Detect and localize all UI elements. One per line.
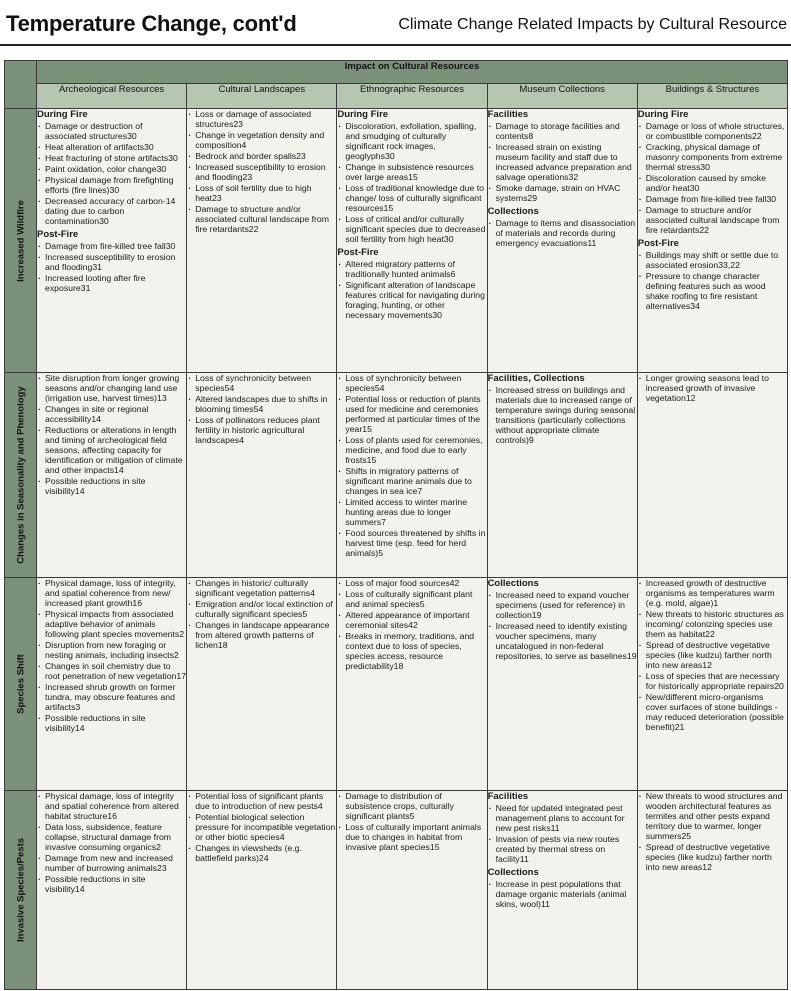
list-item: · Potential biological selection pressure for incompatible vegetation or other biotic species4 — [187, 812, 336, 842]
list-item: · Loss or damage of associated structures23 — [187, 109, 336, 129]
impact-list — [638, 578, 787, 732]
impact-list — [37, 373, 186, 496]
list-item: · Pressure to change character defining features such as wood shake roofing to fire resistant alternatives34 — [638, 271, 787, 311]
impact-group — [37, 791, 186, 894]
list-item: · Heat fracturing of stone artifacts30 — [37, 153, 186, 163]
list-item: · Increased growth of destructive organisms as temperatures warm (e.g. mold, algae)1 — [638, 578, 787, 608]
table-cell — [637, 791, 787, 990]
column-header: Buildings & Structures — [637, 84, 787, 109]
list-item: · Bedrock and border spalls23 — [187, 151, 336, 161]
table-cell — [487, 109, 637, 373]
table-cell — [37, 791, 187, 990]
list-item: · Spread of destructive vegetative species (like kudzu) farther north into new areas12 — [638, 640, 787, 670]
table-cell — [37, 373, 187, 578]
list-item: · Shifts in migratory patterns of significant marine animals due to changes in sea ice7 — [337, 466, 486, 496]
list-item: · Discoloration caused by smoke and/or heat30 — [638, 173, 787, 193]
group-title: Collections — [487, 206, 539, 217]
list-item: · Need for updated integrated pest management plans to account for new pest risks11 — [488, 803, 637, 833]
list-item: · Physical impacts from associated adaptive behavior of animals following plant species movements2 — [37, 609, 186, 639]
list-item: · Breaks in memory, traditions, and context due to loss of species, species access, resource predictability18 — [337, 631, 486, 671]
impact-group — [488, 109, 637, 203]
table-cell — [337, 109, 487, 373]
list-item: · Damage or loss of whole structures, or combustible components22 — [638, 121, 787, 141]
list-item: · Changes in site or regional accessibility14 — [37, 404, 186, 424]
list-item: · Loss of soil fertility due to high heat23 — [187, 183, 336, 203]
list-item: · Damage to structure and/or associated cultural landscape from fire retardants22 — [638, 205, 787, 235]
list-item: · Possible reductions in site visibility14 — [37, 476, 186, 496]
list-item: · Changes in viewsheds (e.g. battlefield parks)24 — [187, 843, 336, 863]
super-header: Impact on Cultural Resources — [37, 61, 788, 84]
row-header — [5, 373, 37, 578]
list-item: · Significant alteration of landscape features critical for navigating during foraging, hunting, or other necessary movements30 — [337, 280, 486, 320]
list-item: · Potential loss of significant plants due to introduction of new pests4 — [187, 791, 336, 811]
impact-group — [37, 373, 186, 496]
list-item: · Disruption from new foraging or nesting animals, including insects2 — [37, 640, 186, 660]
list-item: · Physical damage, loss of integrity and spatial coherence from altered habitat structure16 — [37, 791, 186, 821]
group-title: Facilities, Collections — [487, 373, 585, 384]
list-item: · Loss of plants used for ceremonies, medicine, and food due to early frosts15 — [337, 435, 486, 465]
impact-group — [488, 578, 637, 661]
list-item: · Damage or destruction of associated structures30 — [37, 121, 186, 141]
table-cell — [487, 791, 637, 990]
group-title: During Fire — [637, 109, 689, 120]
table-cell — [187, 109, 337, 373]
table-cell — [187, 791, 337, 990]
impact-list — [488, 590, 637, 661]
impact-list — [638, 250, 787, 311]
impact-list — [488, 218, 637, 248]
impact-list — [638, 373, 787, 403]
page-subtitle: Climate Change Related Impacts by Cultural Resource — [398, 16, 787, 33]
impact-group — [638, 109, 787, 235]
list-item: · Increased susceptibility to erosion and flooding31 — [37, 252, 186, 272]
list-item: · Loss of pollinators reduces plant fertility in historic agricultural landscapes4 — [187, 415, 336, 445]
impact-group — [337, 578, 486, 671]
list-item: · Decreased accuracy of carbon-14 dating due to carbon contamination30 — [37, 196, 186, 226]
impact-list — [187, 373, 336, 445]
list-item: · Changes in landscape appearance from altered growth patterns of lichen18 — [187, 620, 336, 650]
impact-list — [638, 121, 787, 235]
list-item: · Loss of synchronicity between species54 — [187, 373, 336, 393]
list-item: · Increased need to identify existing voucher specimens, many uncatalogued in non-federal repositories, to serve as baselines19 — [488, 621, 637, 661]
list-item: · Paint oxidation, color change30 — [37, 164, 186, 174]
list-item: · Loss of culturally important animals due to changes in habitat from invasive plant species15 — [337, 822, 486, 852]
list-item: · Loss of critical and/or culturally significant species due to decreased soil fertility from high heat30 — [337, 214, 486, 244]
impact-list — [187, 109, 336, 234]
list-item: · Altered migratory patterns of traditionally hunted animals6 — [337, 259, 486, 279]
list-item: · Changes in historic/ culturally significant vegetation patterns4 — [187, 578, 336, 598]
list-item: · Change in vegetation density and composition4 — [187, 130, 336, 150]
impact-list — [337, 121, 486, 244]
column-header: Archeological Resources — [37, 84, 187, 109]
list-item: · Altered appearance of important ceremonial sites42 — [337, 610, 486, 630]
list-item: · New threats to historic structures as incoming/ colonizing species use them as habitat22 — [638, 609, 787, 639]
list-item: · Change in subsistence resources over large areas15 — [337, 162, 486, 182]
impact-group — [638, 578, 787, 732]
impact-group — [187, 791, 336, 863]
list-item: · Food sources threatened by shifts in harvest time (esp. feed for herd animals)5 — [337, 528, 486, 558]
impact-list — [488, 879, 637, 909]
table-cell — [637, 578, 787, 791]
group-title: Facilities — [487, 109, 529, 120]
table-cell — [37, 578, 187, 791]
list-item: · Smoke damage, strain on HVAC systems29 — [488, 183, 637, 203]
list-item: · Possible reductions in site visibility14 — [37, 874, 186, 894]
impact-list — [37, 121, 186, 226]
list-item: · Physical damage from firefighting efforts (fire lines)30 — [37, 175, 186, 195]
list-item: · Longer growing seasons lead to increased growth of invasive vegetation12 — [638, 373, 787, 403]
header-rule — [0, 44, 791, 46]
group-title: Collections — [487, 867, 539, 878]
row-header — [5, 578, 37, 791]
impact-group — [337, 373, 486, 558]
group-title: Collections — [487, 578, 539, 589]
row-label: Increased Wildfire — [15, 199, 26, 282]
list-item: · Possible reductions in site visibility14 — [37, 713, 186, 733]
table-cell — [187, 373, 337, 578]
impact-list — [187, 578, 336, 650]
impact-list — [187, 791, 336, 863]
row-header — [5, 791, 37, 990]
impact-group — [488, 206, 637, 248]
list-item: · Altered landscapes due to shifts in blooming times54 — [187, 394, 336, 414]
impact-group — [187, 373, 336, 445]
table-cell — [337, 373, 487, 578]
list-item: · Loss of species that are necessary for historically appropriate repairs20 — [638, 671, 787, 691]
page-title: Temperature Change, cont'd — [6, 11, 297, 36]
list-item: · Loss of traditional knowledge due to change/ loss of culturally significant resources15 — [337, 183, 486, 213]
impact-group — [37, 578, 186, 733]
list-item: · Increase in pest populations that damage organic materials (animal skins, wool)11 — [488, 879, 637, 909]
impact-group — [337, 791, 486, 852]
column-header: Ethnographic Resources — [337, 84, 487, 109]
impact-group — [638, 238, 787, 311]
list-item: · Damage from fire-killed tree fall30 — [37, 241, 186, 251]
impact-group — [488, 791, 637, 864]
table-body — [5, 109, 788, 990]
list-item: · Limited access to winter marine hunting areas due to longer summers7 — [337, 497, 486, 527]
table-cell — [337, 578, 487, 791]
table-row — [5, 791, 788, 990]
column-header: Cultural Landscapes — [187, 84, 337, 109]
list-item: · Damage to storage facilities and contents8 — [488, 121, 637, 141]
table-cell — [487, 578, 637, 791]
impact-list — [337, 791, 486, 852]
table-cell — [637, 373, 787, 578]
table-row — [5, 109, 788, 373]
list-item: · Damage to items and disassociation of materials and records during emergency evacuations11 — [488, 218, 637, 248]
impact-group — [638, 373, 787, 403]
table-row — [5, 578, 788, 791]
row-header — [5, 109, 37, 373]
page-header — [0, 0, 791, 46]
list-item: · Damage to structure and/or associated cultural landscape from fire retardants22 — [187, 204, 336, 234]
list-item: · Loss of culturally significant plant and animal species5 — [337, 589, 486, 609]
list-item: · Increased looting after fire exposure31 — [37, 273, 186, 293]
list-item: · Discoloration, exfoliation, spalling, and smudging of culturally significant rock images, geoglyphs30 — [337, 121, 486, 161]
group-title: Post-Fire — [337, 247, 379, 258]
impact-group — [37, 109, 186, 226]
impact-group — [37, 229, 186, 293]
impact-list — [37, 241, 186, 293]
group-title: During Fire — [337, 109, 389, 120]
impact-list — [337, 259, 486, 320]
table-row — [5, 373, 788, 578]
impact-list — [488, 385, 637, 445]
impact-list — [488, 803, 637, 864]
impact-list — [337, 578, 486, 671]
table-cell — [637, 109, 787, 373]
impact-group — [337, 247, 486, 320]
impact-group — [187, 109, 336, 234]
table-cell — [337, 791, 487, 990]
list-item: · Loss of synchronicity between species54 — [337, 373, 486, 393]
impact-group — [337, 109, 486, 244]
list-item: · Damage from new and increased number of burrowing animals23 — [37, 853, 186, 873]
impact-group — [488, 867, 637, 909]
impact-list — [37, 791, 186, 894]
table-corner — [5, 61, 37, 109]
list-item: · New/different micro-organisms cover surfaces of stone buildings - may reduced deterioration (possible benefit)21 — [638, 692, 787, 732]
impact-group — [638, 791, 787, 872]
impact-list — [488, 121, 637, 203]
list-item: · New threats to wood structures and wooden architectural features as termites and other pests expand territory due to warmer, longer summers25 — [638, 791, 787, 841]
list-item: · Loss of major food sources42 — [337, 578, 486, 588]
group-title: During Fire — [37, 109, 88, 120]
list-item: · Buildings may shift or settle due to associated erosion33,22 — [638, 250, 787, 270]
impact-list — [337, 373, 486, 558]
table-cell — [187, 578, 337, 791]
list-item: · Emigration and/or local extinction of culturally significant species5 — [187, 599, 336, 619]
table-cell — [37, 109, 187, 373]
list-item: · Increased need to expand voucher specimens (used for reference) in collection19 — [488, 590, 637, 620]
column-header: Museum Collections — [487, 84, 637, 109]
list-item: · Changes in soil chemistry due to root penetration of new vegetation17 — [37, 661, 186, 681]
row-label: Changes in Seasonality and Phenology — [15, 386, 26, 564]
row-label: Invasive Species/Pests — [15, 837, 26, 943]
table-cell — [487, 373, 637, 578]
list-item: · Increased shrub growth on former tundra, may obscure features and artifacts3 — [37, 682, 186, 712]
list-item: · Site disruption from longer growing seasons and/or changing land use (irrigation use, harvest times)13 — [37, 373, 186, 403]
list-item: · Data loss, subsidence, feature collapse, structural damage from invasive consuming organics2 — [37, 822, 186, 852]
list-item: · Damage to distribution of subsistence crops, culturally significant plants5 — [337, 791, 486, 821]
list-item: · Increased susceptibility to erosion and flooding23 — [187, 162, 336, 182]
list-item: · Physical damage, loss of integrity, and spatial coherence from new/ increased plant growth16 — [37, 578, 186, 608]
list-item: · Cracking, physical damage of masonry components from extreme thermal stress30 — [638, 142, 787, 172]
group-title: Facilities — [487, 791, 529, 802]
impacts-table — [4, 60, 788, 990]
list-item: · Potential loss or reduction of plants used for medicine and ceremonies performed at particular times of the year15 — [337, 394, 486, 434]
list-item: · Increased strain on existing museum facility and staff due to increased advance preparation and salvage operations32 — [488, 142, 637, 182]
list-item: · Damage from fire-killed tree fall30 — [638, 194, 787, 204]
list-item: · Increased stress on buildings and materials due to increased range of temperature swings during seasonal transitions (particularly collections without appropriate climate controls)9 — [488, 385, 637, 445]
row-label: Species Shift — [15, 654, 26, 714]
list-item: · Reductions or alterations in length and timing of archeological field seasons, affecting capacity for identification or mitigation of climate and other impacts14 — [37, 425, 186, 475]
list-item: · Invasion of pests via new routes created by thermal stress on facility11 — [488, 834, 637, 864]
impact-group — [187, 578, 336, 650]
group-title: Post-Fire — [37, 229, 79, 240]
list-item: · Heat alteration of artifacts30 — [37, 142, 186, 152]
impact-list — [37, 578, 186, 733]
impact-group — [488, 373, 637, 445]
group-title: Post-Fire — [637, 238, 679, 249]
list-item: · Spread of destructive vegetative species (like kudzu) farther north into new areas12 — [638, 842, 787, 872]
impact-list — [638, 791, 787, 872]
